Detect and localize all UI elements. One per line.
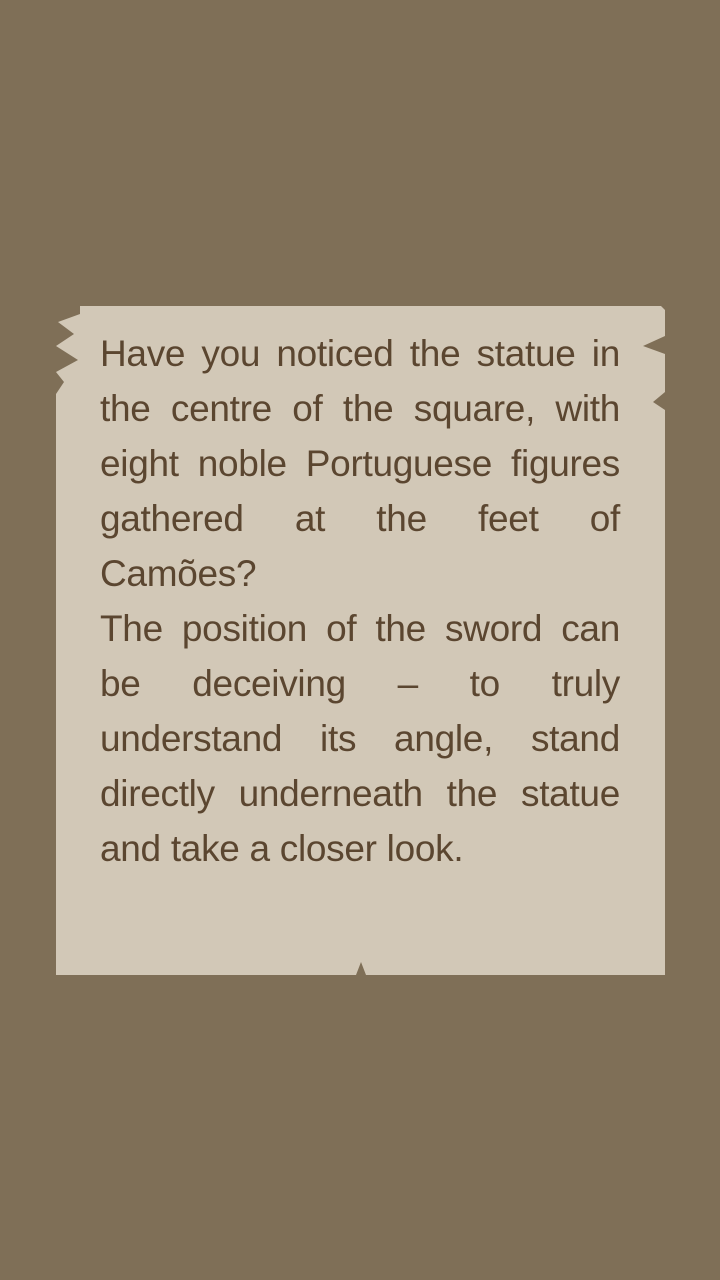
note-text <box>100 326 620 876</box>
note-paragraph-sword-hint: The position of the sword can be deceiving – to truly understand its angle, stand directly underneath the statue and take a closer look. <box>100 608 620 869</box>
note-paragraph-statue-question: Have you noticed the statue in the centre of the square, with eight noble Portuguese figures gathered at the feet of Camões? <box>100 333 620 594</box>
